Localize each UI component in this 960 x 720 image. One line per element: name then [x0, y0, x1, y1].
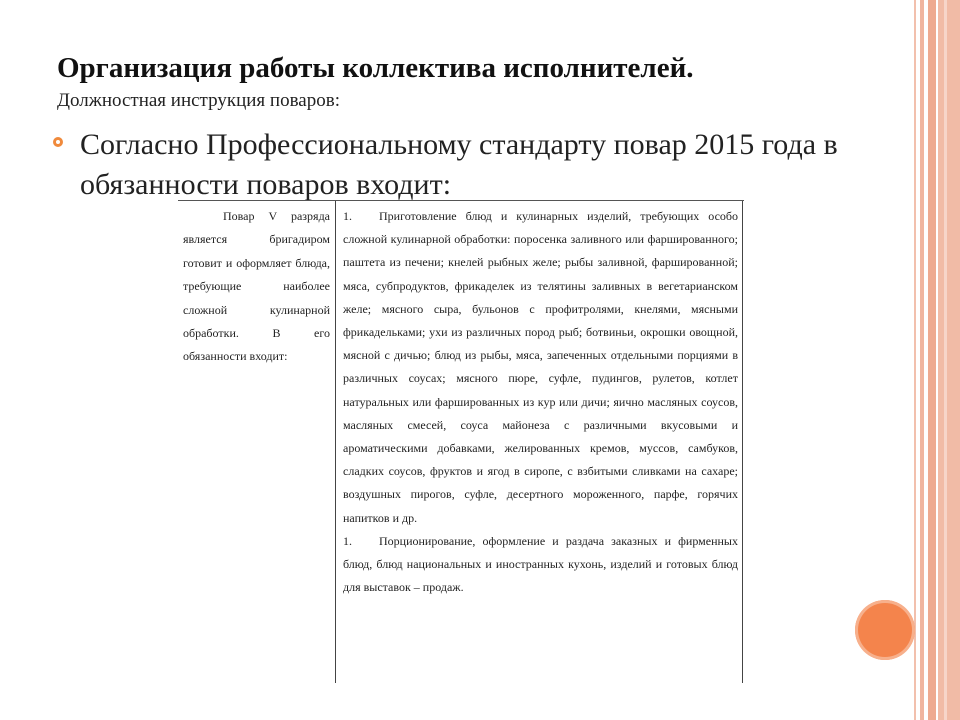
side-strip: [944, 0, 947, 720]
table-right-border: [742, 201, 743, 683]
left-column: [183, 205, 330, 369]
bullet-text: Согласно Профессиональному стандарту повар 2015 года в обязанности поваров входит:: [80, 128, 838, 201]
duty-item-2-text: Порционирование, оформление и раздача заказных и фирменных блюд, блюд национальных и иностранных кухонь, изделий и готовых блюд для выставок – продаж.: [343, 533, 738, 595]
slide-title: Организация работы коллектива исполнителей.: [57, 52, 694, 84]
side-strip: [938, 0, 960, 720]
left-column-text: Повар V разряда является бригадиром готовит и оформляет блюда, требующие наиболее сложной кулинарной обработки. В его обязанности входит:: [183, 209, 330, 364]
right-column: [343, 205, 738, 599]
side-strip: [920, 0, 924, 720]
column-divider: [335, 201, 336, 683]
decorative-side-strips: [914, 0, 960, 720]
decorative-orange-circle: [855, 600, 915, 660]
bullet-circle-icon: [53, 137, 63, 147]
side-strip: [928, 0, 936, 720]
slide-subtitle: Должностная инструкция поваров:: [57, 90, 340, 111]
duty-item-1-number: 1.: [343, 209, 352, 223]
duty-item-2-number: 1.: [343, 533, 352, 548]
duty-item-1: [343, 205, 738, 530]
document-excerpt: [178, 200, 744, 683]
duty-item-1-text: Приготовление блюд и кулинарных изделий, требующих особо сложной кулинарной обработки: поросенка заливного или фаршированного; паштета из печени; кнелей рыбных желе; рыбы заливной, фаршированной; мяса, субпродуктов, фрикаделек из телятины заливных в вегетарианском желе; мясного сыра, бульонов с профитролями, кнелями, мясными фрикадельками; ухи из различных пород рыб; ботвиньи, окрошки овощной, мясной с дичью; блюд из рыбы, мяса, запеченных отдельными порциями в различных соусах; мясного пюре, суфле, пудингов, рулетов, котлет натуральных или фаршированных из кур или дичи; яично масляных соусов, масляных смесей, соуса майонеза с различными вкусовыми и ароматическими добавками, желированных кремов, муссов, самбуков, сладких соусов, фруктов и ягод в сиропе, с взбитыми сливками на сахаре; воздушных пирогов, суфле, десертного мороженного, парфе, горячих напитков и др.: [343, 209, 738, 525]
duty-item-2: [343, 530, 738, 600]
side-strip: [914, 0, 916, 720]
